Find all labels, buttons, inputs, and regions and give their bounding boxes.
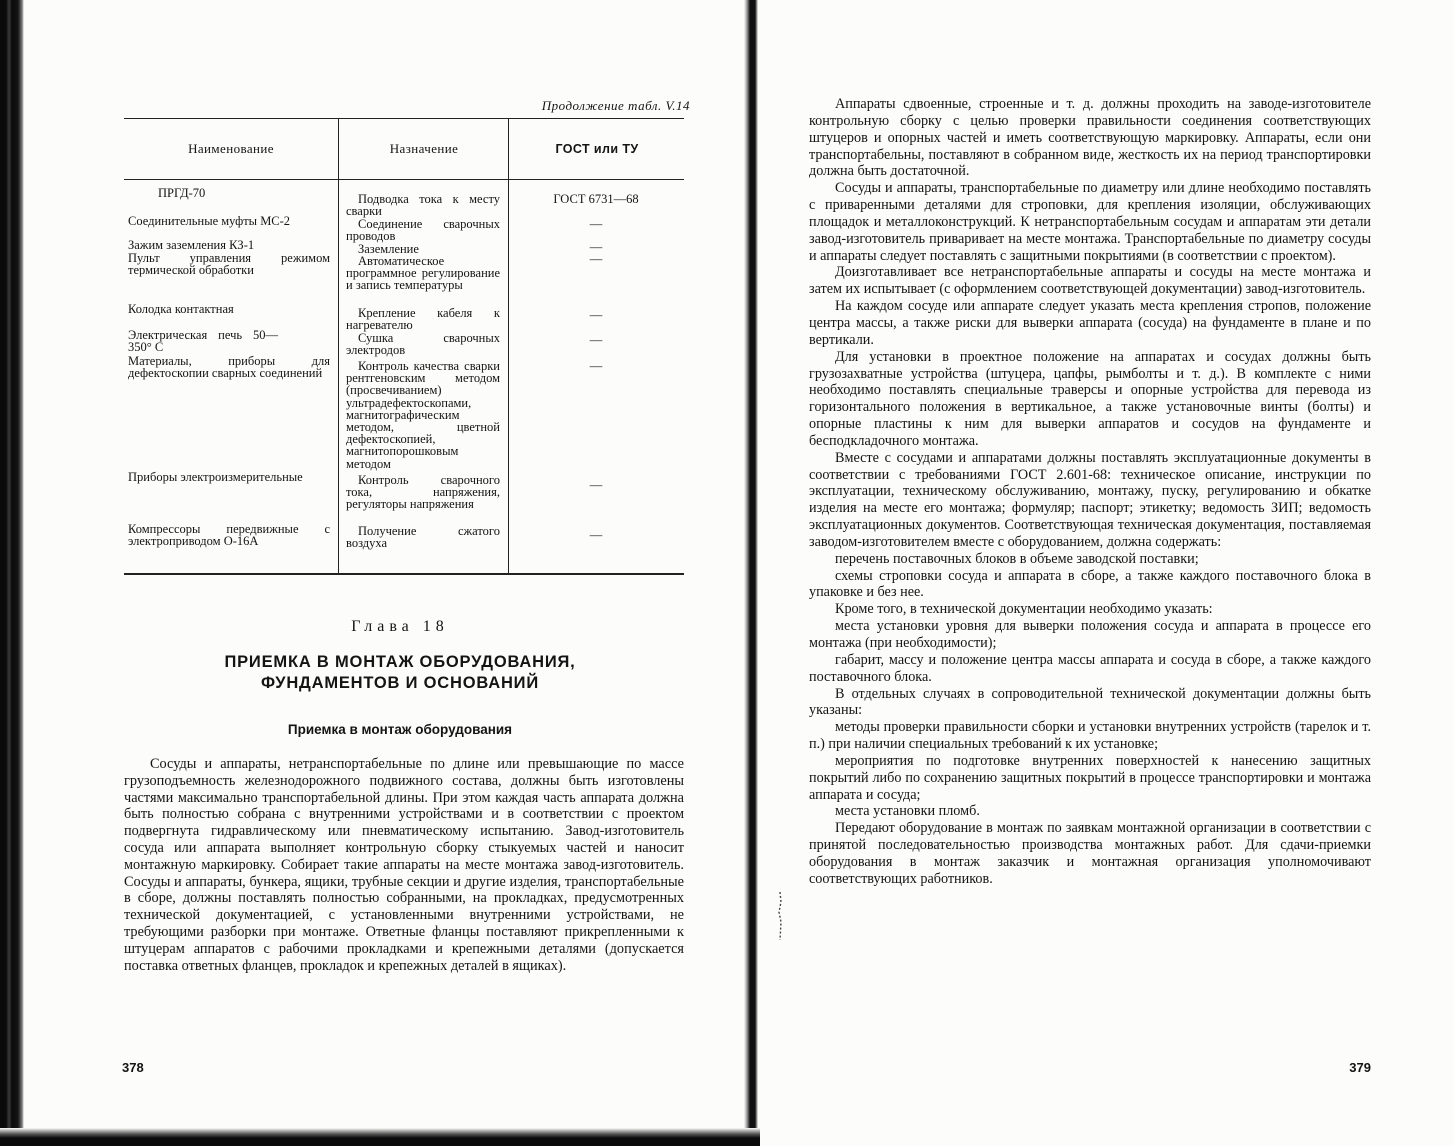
left-body-text (124, 756, 684, 974)
left-page (110, 0, 690, 1146)
table-cell-gost: — (589, 528, 603, 542)
column-header-gost: ГОСТ или ТУ (508, 119, 685, 179)
table-cell-gost: — (589, 252, 603, 266)
scan-speck-mark (776, 892, 784, 940)
right-body-text (809, 96, 1371, 888)
list-item: перечень поставочных блоков в объеме заводской поставки; (835, 550, 1199, 567)
paragraph: Для установки в проектное положение на аппаратах и сосудах должны быть грузозахватные устройства (штуцера, цапфы, рымболты и т. д.). В комплекте с ними необходимо поставлять специальные траверсы и опорные устройства для перевода из горизонтального положения в вертикальное, а также установочные винты (болты) и опорные пластины к ним для выверки аппаратов и сосудов на фундаменте и бесподкладочного монтажа. (809, 348, 1371, 449)
equipment-table (124, 118, 684, 575)
scan-left-edge (0, 0, 24, 1146)
table-cell-purpose: Крепление кабеля к нагревателю (346, 306, 500, 333)
table-cell-name: Материалы, приборы для дефектоскопии сварных соединений (128, 354, 330, 381)
table-cell-purpose: Автоматическое программное регулирование и запись температуры (346, 254, 500, 293)
list-item: габарит, массу и положение центра массы аппарата и сосуда в сборе, а также каждого поставочного блока. (809, 651, 1371, 685)
table-header (124, 119, 684, 180)
column-header-purpose: Назначение (338, 119, 509, 179)
table-continuation-label: Продолжение табл. V.14 (541, 98, 690, 113)
table-cell-name: Пульт управления режимом термической обработки (128, 251, 330, 278)
table-cell-purpose: Заземление (358, 242, 419, 256)
paragraph: Передают оборудование в монтаж по заявкам монтажной организации в соответствии с принятой последовательностью производства монтажных работ. Для сдачи-приемки оборудования в монтаж заказчик и монтажная организация уполномочивают соответствующих работников. (809, 820, 1371, 887)
table-cell-gost: — (589, 478, 603, 492)
table-cell-purpose: Контроль сварочного тока, напряжения, регуляторы напряжения (346, 473, 500, 512)
table-cell-gost: — (589, 308, 603, 322)
list-item: места установки уровня для выверки положения сосуда и аппарата в процессе его монтажа (при необходимости); (809, 618, 1371, 651)
chapter-title (110, 652, 690, 694)
table-cell-gost: — (589, 359, 603, 373)
table-cell-name: Колодка контактная (128, 302, 234, 316)
chapter-label: Глава 18 (351, 618, 449, 635)
table-cell-name: Зажим заземления КЗ-1 (128, 238, 255, 252)
table-cell-gost: — (589, 240, 603, 254)
column-divider (338, 179, 339, 573)
table-cell-purpose: Сушка сварочных электродов (346, 331, 500, 358)
table-cell-gost: — (589, 333, 603, 347)
table-cell-name: Компрессоры передвижные с электроприводом О-16А (128, 522, 330, 549)
table-cell-purpose: Подводка тока к месту сварки (346, 192, 500, 219)
book-gutter (744, 0, 758, 1146)
table-cell-gost: ГОСТ 6731—68 (553, 192, 639, 206)
section-title: Приемка в монтаж оборудования (287, 722, 513, 737)
paragraph: Доизготавливает все нетранспортабельные аппараты и сосуды на месте монтажа и затем их испытывает (с оформлением соответствующей документации) завод-изготовитель. (809, 264, 1371, 298)
table-cell-name: Приборы электроизмерительные (128, 470, 303, 484)
list-item: мероприятия по подготовке внутренних поверхностей к нанесению защитных покрытий либо по сохранению защитных покрытий в процессе транспортировки и монтажа аппарата и сосуда; (809, 752, 1371, 803)
table-cell-purpose: Получение сжатого воздуха (346, 524, 500, 551)
paragraph: На каждом сосуде или аппарате следует указать места крепления стропов, положение центра массы, а также риски для выверки аппарата (сосуда) на фундаменте в плане и по вертикали. (809, 298, 1371, 348)
table-cell-purpose: Контроль качества сварки рентгеновским методом (просвечиванием) ультрадефектоскопами, магнитографическим методом, цветной дефектоскопией, магнитопорошковым методом (346, 359, 500, 471)
table-cell-name: Соединительные муфты МС-2 (128, 214, 291, 228)
page-number: 379 (1349, 1060, 1371, 1075)
table-cell-name: ПРГД-70 (158, 186, 206, 200)
column-divider (508, 179, 509, 573)
paragraph: Аппараты сдвоенные, строенные и т. д. должны проходить на заводе-изготовителе контрольную сборку с целью проверки правильности соединения соответствующих штуцеров и опорных частей и иметь соответствующую маркировку. Аппараты, если они транспортабельны, поставляют в собранном виде, жесткость их на период транспортировки должна быть достаточной. (809, 96, 1371, 180)
paragraph: Сосуды и аппараты, транспортабельные по диаметру или длине необходимо поставлять с приваренными деталями для строповки, для крепления изоляции, обслуживающих площадок и металлоконструкций. К нетранспортабельным сосудам и аппаратам эти детали завод-изготовитель приваривает на месте монтажа. Транспортабельные по диаметру сосуды и аппараты следует поставлять с защитными покрытиями (в соответствии с проектом). (809, 180, 1371, 264)
paragraph: В отдельных случаях в сопроводительной технической документации должны быть указаны: (809, 685, 1371, 719)
list-item: методы проверки правильности сборки и установки внутренних устройств (тарелок и т. п.) при наличии специальных требований к их установке; (809, 719, 1371, 753)
page-number: 378 (122, 1060, 144, 1075)
table-cell-purpose: Соединение сварочных проводов (346, 217, 500, 244)
chapter-title-line: ФУНДАМЕНТОВ И ОСНОВАНИЙ (261, 674, 539, 692)
column-header-name: Наименование (188, 141, 274, 156)
table-cell-name: Электрическая печь 50—350° С (128, 328, 278, 355)
paragraph: Кроме того, в технической документации необходимо указать: (835, 601, 1213, 618)
right-page (805, 0, 1375, 1146)
paragraph: Сосуды и аппараты, нетранспортабельные по длине или превышающие по массе грузоподъемность железнодорожного подвижного состава, должны быть изготовлены частями максимально транспортабельной длины. При этом каждая часть аппарата должна быть полностью собрана с внутренними устройствами и в соответствии с проектом подвергнута гидравлическому или пневматическому испытанию. Завод-изготовитель сосуда или аппарата выполняет контрольную сборку стыкуемых частей и наносит монтажную маркировку. Собирает такие аппараты на месте монтажа завод-изготовитель. Сосуды и аппараты, бункера, ящики, трубные секции и другие изделия, транспортабельные в сборе, должны поставлять полностью собранными, на прокладках, предусмотренных технической документацией, с установленными внутренними устройствами, не требующими разборки при монтаже. Ответные фланцы поставляют прикрепленными к штуцерам аппаратов с рабочими прокладками и крепежными деталями (допускается поставка ответных фланцев, прокладок и крепежных деталей в ящиках). (124, 756, 684, 974)
list-item: схемы строповки сосуда и аппарата в сборе, а также каждого поставочного блока в упаковке и без нее. (809, 567, 1371, 601)
table-cell-gost: — (589, 217, 603, 231)
chapter-title-line: ПРИЕМКА В МОНТАЖ ОБОРУДОВАНИЯ, (224, 653, 576, 671)
list-item: места установки пломб. (835, 803, 980, 820)
paragraph: Вместе с сосудами и аппаратами должны поставлять эксплуатационные документы в соответствии с требованиями ГОСТ 2.601-68: техническое описание, инструкции по эксплуатации, техническому обслуживанию, монтажу, пуску, регулированию и обкатке изделия на месте его монтажа; формуляр; паспорт; этикетку; ведомость ЗИП; ведомость эксплуатационных документов. Соответствующая техническая документация, поставляемая заводом-изготовителем вместе с оборудованием, должна содержать: (809, 449, 1371, 550)
